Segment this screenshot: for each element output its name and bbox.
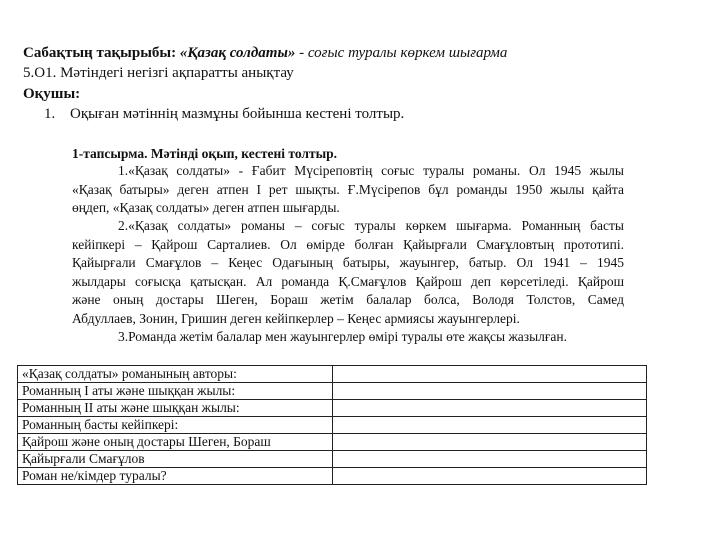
paragraph-line: Қайырғали Смағұлов – Кеңес Одағының батыры, жауынгер, батыр. Ол 1941 – 1945 bbox=[72, 255, 624, 271]
table-row bbox=[18, 451, 647, 468]
students-label: Оқушы: bbox=[23, 86, 81, 102]
paragraph-2 bbox=[72, 217, 624, 329]
answer-cell[interactable] bbox=[332, 468, 646, 485]
answer-cell[interactable] bbox=[332, 434, 646, 451]
topic-title: «Қазақ солдаты» bbox=[179, 45, 296, 61]
table-row bbox=[18, 383, 647, 400]
paragraph-3 bbox=[72, 328, 624, 347]
question-cell: Қайрош және оның достары Шеген, Бораш bbox=[18, 434, 333, 451]
paragraph-line: кейіпкері – Қайрош Сарталиев. Ол өмірде болған Қайырғали Смағұловтың прототипі. bbox=[72, 236, 624, 252]
paragraph-line: 3.Романда жетім балалар мен жауынгерлер өмірі туралы өте жақсы жазылған. bbox=[118, 329, 568, 344]
instruction bbox=[44, 105, 404, 123]
table-row bbox=[18, 468, 647, 485]
table-row bbox=[18, 400, 647, 417]
question-cell: Романның басты кейіпкері: bbox=[18, 417, 333, 434]
paragraph-line: «Қазақ батыры» деген атпен І рет шықты. Ғ.Мүсірепов бұл романды 1950 жылы қайта bbox=[72, 181, 624, 197]
lesson-topic bbox=[23, 44, 507, 62]
instruction-text: Оқыған мәтіннің мазмұны бойынша кестені толтыр. bbox=[70, 106, 405, 122]
table-row bbox=[18, 434, 647, 451]
question-cell: Романның ІІ аты және шыққан жылы: bbox=[18, 400, 333, 417]
topic-genre: - соғыс туралы көркем шығарма bbox=[299, 45, 508, 61]
paragraph-line: жылдары соғысқа қатысқан. Ал романда Қ.Смағұлов Қайрош деп көрсетіледі. Қайрош bbox=[72, 273, 624, 289]
answer-cell[interactable] bbox=[332, 417, 646, 434]
paragraph-1 bbox=[72, 162, 624, 218]
table-row bbox=[18, 366, 647, 383]
answer-cell[interactable] bbox=[332, 383, 646, 400]
answer-table bbox=[17, 365, 647, 485]
instruction-number: 1. bbox=[44, 106, 56, 122]
question-cell: «Қазақ солдаты» романының авторы: bbox=[18, 366, 333, 383]
table-row bbox=[18, 417, 647, 434]
task-title: 1-тапсырма. Мәтінді оқып, кестені толтыр. bbox=[72, 146, 338, 161]
answer-cell[interactable] bbox=[332, 400, 646, 417]
paragraph-line: 1.«Қазақ солдаты» - Ғабит Мүсіреповтің соғыс туралы романы. Ол 1945 жылы bbox=[118, 163, 624, 178]
topic-label: Сабақтың тақырыбы: bbox=[23, 45, 177, 61]
answer-cell[interactable] bbox=[332, 366, 646, 383]
question-cell: Романның І аты және шыққан жылы: bbox=[18, 383, 333, 400]
answer-cell[interactable] bbox=[332, 451, 646, 468]
paragraph-line: өңдеп, «Қазақ солдаты» деген атпен шығарды. bbox=[72, 200, 340, 216]
paragraph-line: 2.«Қазақ солдаты» романы – соғыс туралы көркем шығарма. Романның басты bbox=[118, 218, 624, 233]
paragraph-line: және оның достары Шеген, Бораш жетім балалар болса, Володя Толстов, Самед bbox=[72, 292, 624, 308]
question-cell: Роман не/кімдер туралы? bbox=[18, 468, 333, 485]
question-cell: Қайырғали Смағұлов bbox=[18, 451, 333, 468]
paragraph-line: Абдуллаев, Зонин, Гришин деген кейіпкерлер – Кеңес армиясы жауынгерлері. bbox=[72, 310, 520, 326]
learning-objective: 5.О1. Мәтіндегі негізгі ақпаратты анықтау bbox=[23, 65, 294, 81]
